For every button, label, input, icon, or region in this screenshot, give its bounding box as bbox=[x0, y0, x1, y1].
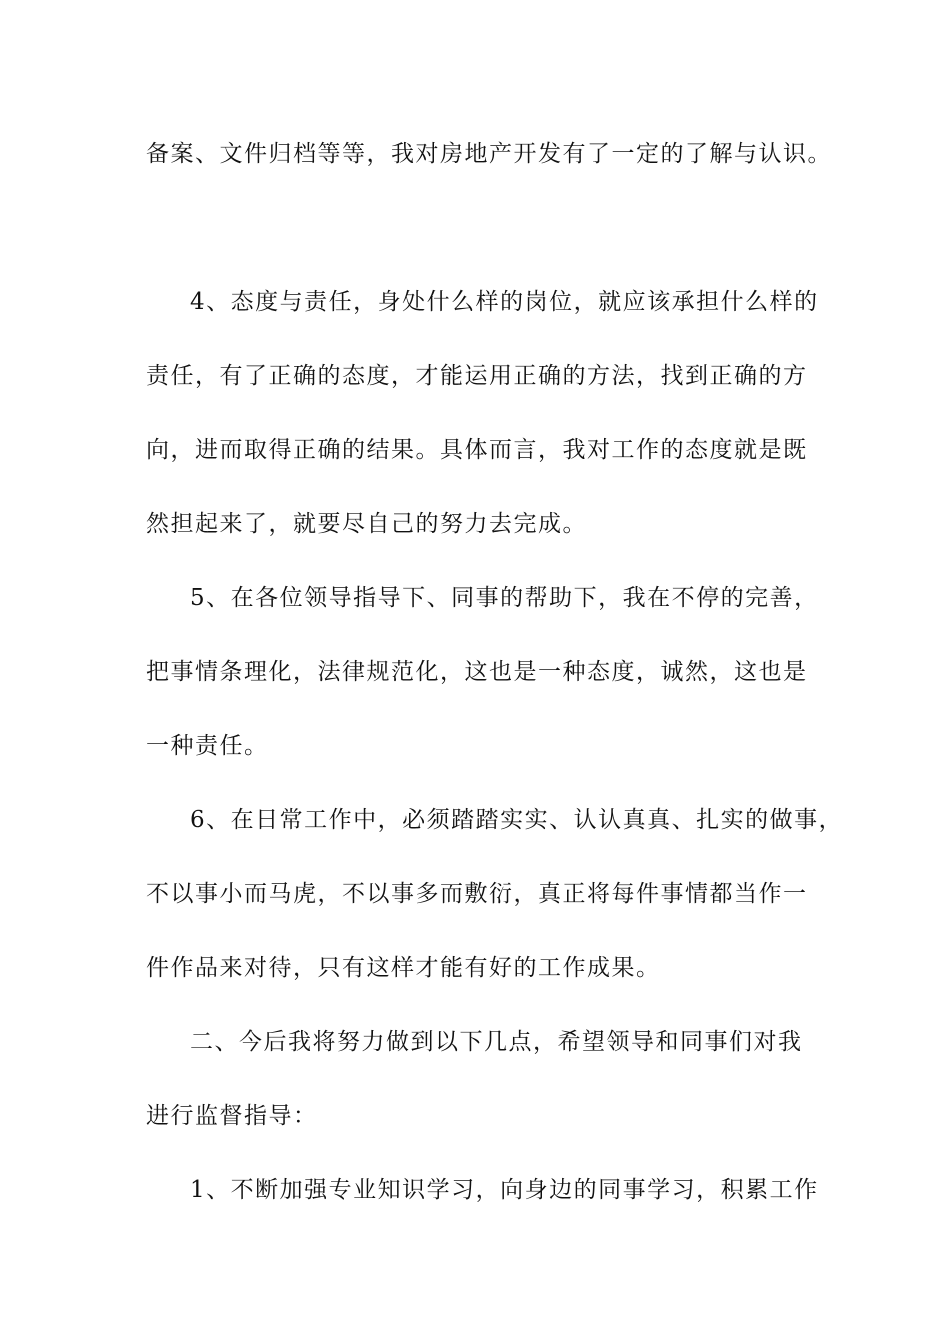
text-line-13: 进行监督指导： bbox=[146, 1103, 318, 1129]
text-line-4: 向，进而取得正确的结果。具体而言，我对工作的态度就是既 bbox=[146, 437, 808, 463]
text-line-2: 4、态度与责任，身处什么样的岗位，就应该承担什么样的 bbox=[190, 289, 819, 315]
text-line-10: 不以事小而马虎，不以事多而敷衍，真正将每件事情都当作一 bbox=[146, 881, 808, 907]
text-line-6: 5、在各位领导指导下、同事的帮助下，我在不停的完善， bbox=[190, 585, 819, 611]
text-line-12: 二、今后我将努力做到以下几点，希望领导和同事们对我 bbox=[190, 1029, 803, 1055]
text-line-3: 责任，有了正确的态度，才能运用正确的方法，找到正确的方 bbox=[146, 363, 808, 389]
text-line-5: 然担起来了，就要尽自己的努力去完成。 bbox=[146, 511, 587, 537]
text-line-7: 把事情条理化，法律规范化，这也是一种态度，诚然，这也是 bbox=[146, 659, 808, 685]
text-line-14: 1、不断加强专业知识学习，向身边的同事学习，积累工作 bbox=[190, 1177, 819, 1203]
text-line-8: 一种责任。 bbox=[146, 733, 269, 759]
text-line-9: 6、在日常工作中，必须踏踏实实、认认真真、扎实的做事， bbox=[190, 807, 844, 833]
text-line-1: 备案、文件归档等等，我对房地产开发有了一定的了解与认识。 bbox=[146, 141, 832, 167]
text-line-11: 件作品来对待，只有这样才能有好的工作成果。 bbox=[146, 955, 661, 981]
